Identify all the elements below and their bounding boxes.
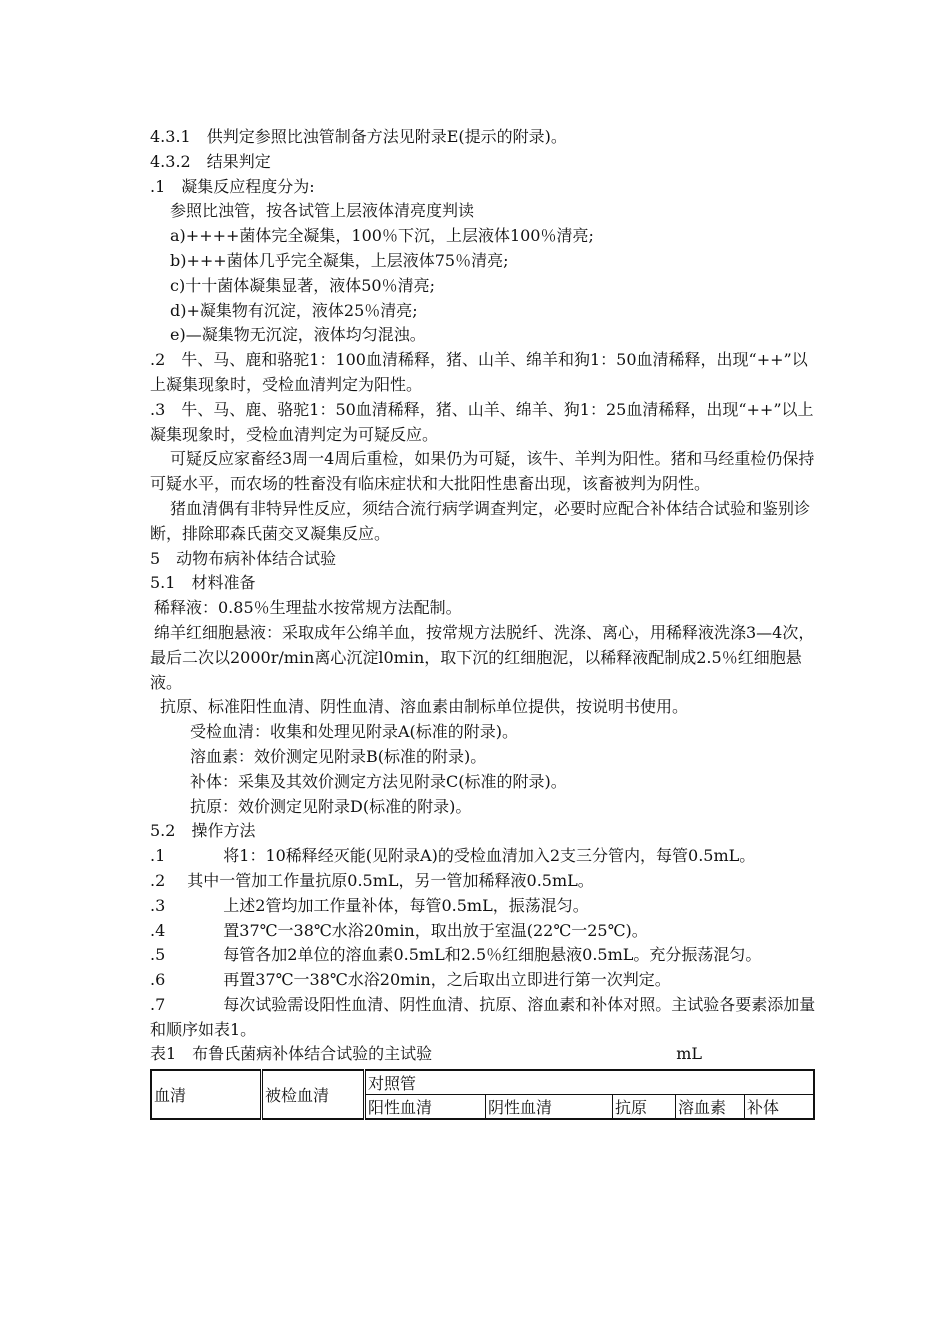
section-4-3-2-heading: 4.3.2 结果判定 xyxy=(150,151,271,171)
step-number: .6 xyxy=(150,970,166,990)
step-1 xyxy=(150,844,820,869)
header-serum: 血清 xyxy=(151,1070,262,1119)
document-page xyxy=(150,125,820,1120)
step-3 xyxy=(150,894,820,919)
suspicious-paragraph: 可疑反应家畜经3周一4周后重检，如果仍为可疑，该牛、羊判为阳性。猪和马经重检仍保持可疑水平，而农场的牲畜没有临床症状和大批阳性患畜出现，该畜被判为阴性。 xyxy=(150,449,815,494)
header-complement: 补体 xyxy=(745,1095,815,1120)
step-text: 将1：10稀释经灭能(见附录A)的受检血清加入2支三分管内，每管0.5mL。 xyxy=(223,846,756,866)
step-7 xyxy=(150,993,820,1043)
step-text: 每管各加2单位的溶血素0.5mL和2.5％红细胞悬液0.5mL。充分振荡混匀。 xyxy=(223,945,762,965)
grade-item-a: a)++++菌体完全凝集，100％下沉，上层液体100％清亮; xyxy=(170,226,594,246)
table-unit: mL xyxy=(676,1044,702,1064)
header-negative-serum: 阴性血清 xyxy=(486,1095,613,1120)
item-2-paragraph: .2 牛、马、鹿和骆驼1：100血清稀释，猪、山羊、绵羊和狗1：50血清稀释，出现“++”以上凝集现象时，受检血清判定为阳性。 xyxy=(150,350,808,394)
step-number: .7 xyxy=(150,994,166,1014)
complement-item: 补体：采集及其效价测定方法见附录C(标准的附录)。 xyxy=(190,771,567,791)
step-4 xyxy=(150,919,820,944)
table-header-row xyxy=(151,1070,814,1095)
header-test-serum: 被检血清 xyxy=(262,1070,365,1119)
step-number: .5 xyxy=(150,945,166,965)
step-5 xyxy=(150,943,820,968)
step-number: .3 xyxy=(150,895,166,915)
step-number: .4 xyxy=(150,920,166,940)
section-4-3-1: 4.3.1 供判定参照比浊管制备方法见附录E(提示的附录)。 xyxy=(150,127,567,146)
grade-item-d: d)+凝集物有沉淀，液体25％清亮; xyxy=(170,300,418,320)
step-text: 再置37℃一38℃水浴20min，之后取出立即进行第一次判定。 xyxy=(223,970,671,990)
diluent-paragraph: 稀释液：0.85％生理盐水按常规方法配制。 xyxy=(154,598,462,618)
rbc-suspension-paragraph: 绵羊红细胞悬液：采取成年公绵羊血，按常规方法脱纤、洗涤、离心，用稀释液洗涤3—4次，最后二次以2000r/min离心沉淀l0min，取下沉的红细胞泥，以稀释液配制成2.5％红细胞悬液。 xyxy=(150,622,815,692)
main-test-table xyxy=(150,1069,815,1120)
grade-item-c: c)十十菌体凝集显著，液体50％清亮; xyxy=(170,275,435,295)
grade-item-b: b)+++菌体几乎完全凝集，上层液体75％清亮; xyxy=(170,250,509,270)
header-positive-serum: 阳性血清 xyxy=(365,1095,486,1120)
step-text: 上述2管均加工作量补体，每管0.5mL，振荡混匀。 xyxy=(223,895,589,915)
section-5-heading: 5 动物布病补体结合试验 xyxy=(150,548,337,568)
table-caption: 表1 布鲁氏菌病补体结合试验的主试验 xyxy=(150,1044,433,1064)
header-hemolysin: 溶血素 xyxy=(676,1095,745,1120)
table-caption-row xyxy=(150,1042,702,1067)
step-text: 其中一管加工作量抗原0.5mL，另一管加稀释液0.5mL。 xyxy=(187,870,594,890)
pig-serum-paragraph: 猪血清偶有非特异性反应，须结合流行病学调查判定，必要时应配合补体结合试验和鉴别诊断，排除耶森氏菌交叉凝集反应。 xyxy=(150,498,811,543)
item-1-heading: .1 凝集反应程度分为: xyxy=(150,176,315,196)
step-number: .1 xyxy=(150,846,166,866)
hemolysin-item: 溶血素：效价测定见附录B(标准的附录)。 xyxy=(190,746,487,766)
step-text: 置37℃一38℃水浴20min，取出放于室温(22℃一25℃)。 xyxy=(223,920,648,940)
antigen-item: 抗原：效价测定见附录D(标准的附录)。 xyxy=(190,796,472,816)
section-5-2-heading: 5.2 操作方法 xyxy=(150,821,256,841)
header-antigen: 抗原 xyxy=(613,1095,676,1120)
step-6 xyxy=(150,968,820,993)
grade-item-e: e)—凝集物无沉淀，液体均匀混浊。 xyxy=(170,325,426,345)
header-control-tubes: 对照管 xyxy=(365,1070,815,1095)
test-serum-item: 受检血清：收集和处理见附录A(标准的附录)。 xyxy=(190,722,519,742)
antigen-paragraph: 抗原、标准阳性血清、阴性血清、溶血素由制标单位提供，按说明书使用。 xyxy=(160,697,689,717)
item-3-paragraph: .3 牛、马、鹿、骆驼1：50血清稀释，猪、山羊、绵羊、狗1：25血清稀释，出现“++”以上凝集现象时，受检血清判定为可疑反应。 xyxy=(150,399,814,444)
section-5-1-heading: 5.1 材料准备 xyxy=(150,573,256,593)
paragraph-text: 参照比浊管，按各试管上层液体清亮度判读 xyxy=(170,201,475,221)
step-2 xyxy=(150,869,820,894)
step-text: 每次试验需设阳性血清、阴性血清、抗原、溶血素和补体对照。主试验各要素添加量和顺序如表1。 xyxy=(150,994,816,1039)
step-number: .2 xyxy=(150,870,166,890)
